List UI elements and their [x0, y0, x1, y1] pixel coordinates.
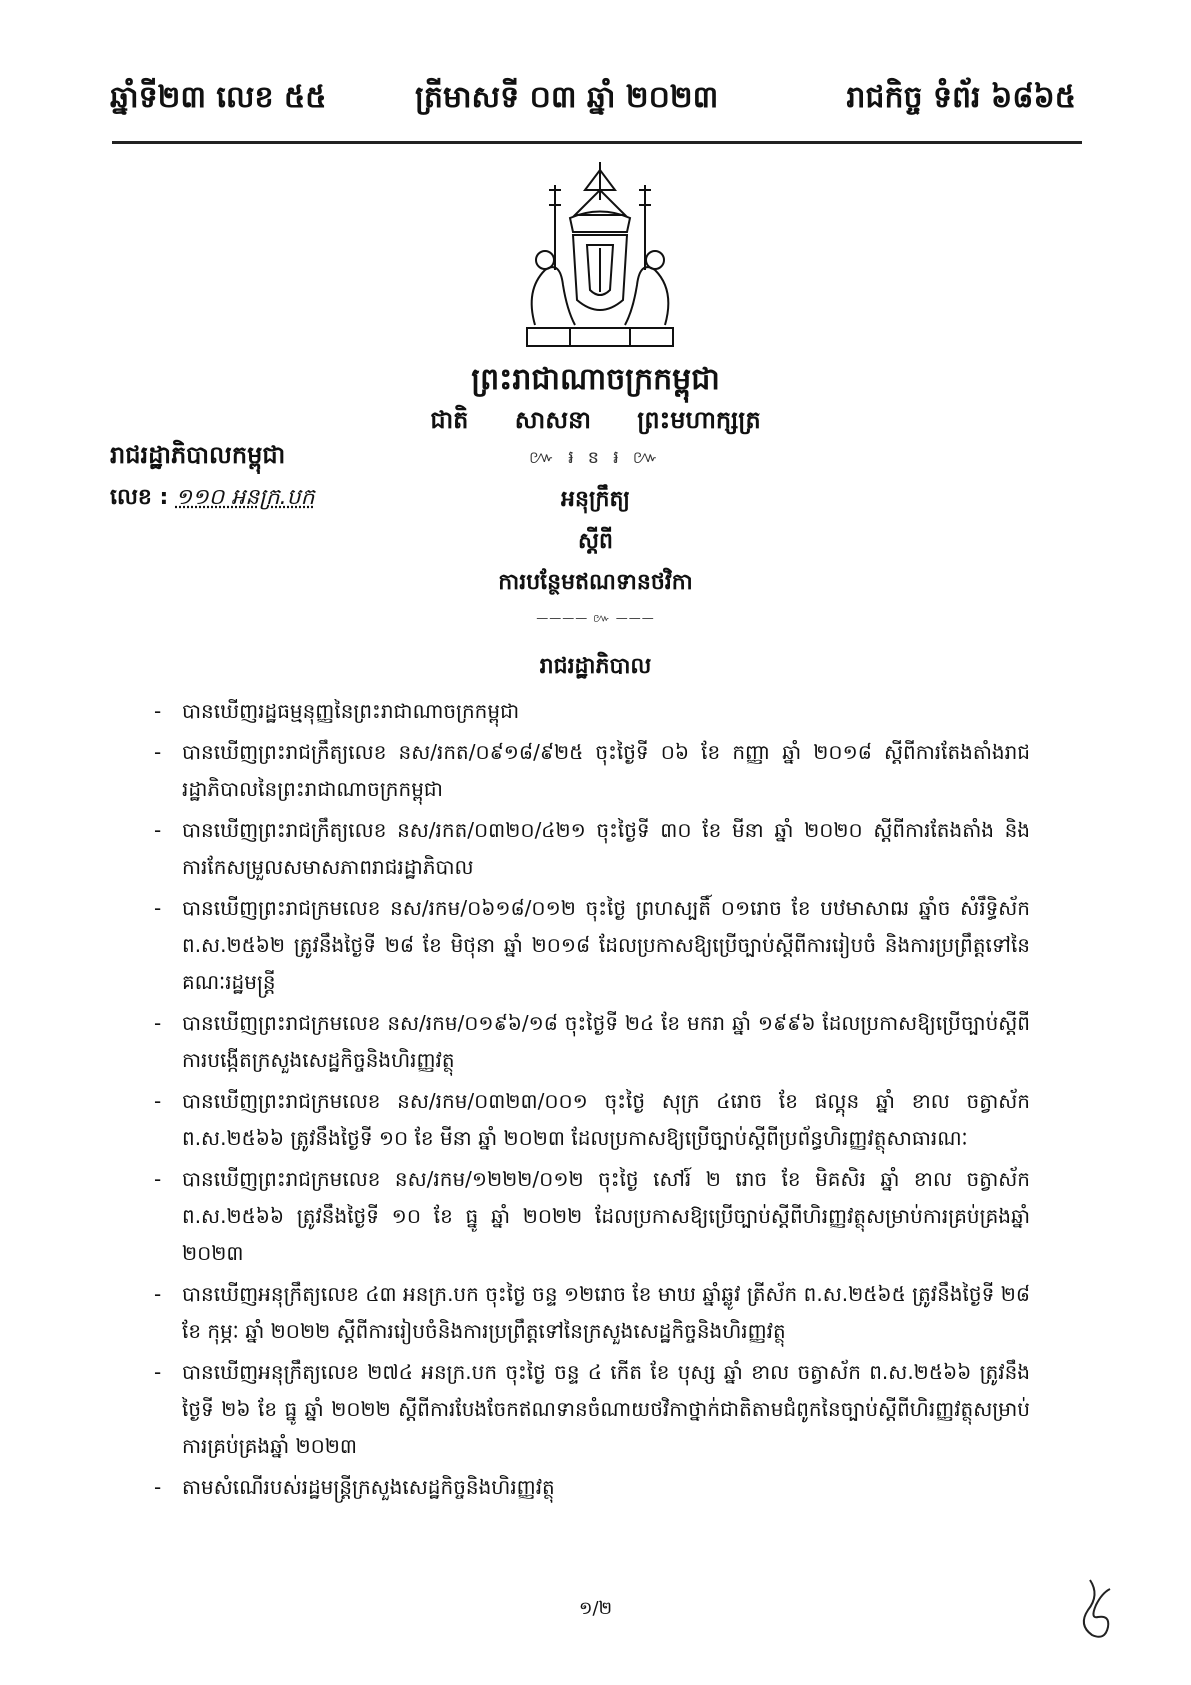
government-heading: រាជរដ្ឋាភិបាល — [539, 654, 652, 679]
document-type: អនុក្រឹត្យ — [561, 487, 630, 512]
handwritten-initial-icon — [1070, 1575, 1120, 1645]
header-quarter: ត្រីមាសទី ០៣ ឆ្នាំ ២០២៣ — [415, 80, 719, 115]
preamble-item: - បានឃើញព្រះរាជក្រឹត្យលេខ នស/រកត/០៩១៨/៩២៥ ចុះថ្ងៃទី ០៦ ខែ កញ្ញា ឆ្នាំ ២០១៨ ស្តីពីការតែងតាំងរាជរដ្ឋាភិបាលនៃព្រះរាជាណាចក្រកម្ពុជា — [150, 734, 1030, 808]
number-label: លេខ : — [110, 485, 169, 510]
section-divider: ———— ៚ ——— — [536, 611, 655, 625]
page-number: ១/២ — [578, 1598, 613, 1619]
number-value: ១១០ អនក្រ.បក — [175, 485, 315, 510]
preamble-item: - បានឃើញព្រះរាជក្រឹត្យលេខ នស/រកត/០៣២០/៤២១ ចុះថ្ងៃទី ៣០ ខែ មីនា ឆ្នាំ ២០២០ ស្តីពីការតែងតាំង និងការកែសម្រួលសមាសភាពរាជរដ្ឋាភិបាល — [150, 812, 1030, 886]
preamble-item: - បានឃើញព្រះរាជក្រមលេខ នស/រកម/១២២២/០១២ ចុះថ្ងៃ សៅរ៍ ២ រោច ខែ មិគសិរ ឆ្នាំ ខាល ចត្វាស័ក ព.ស.២៥៦៦ ត្រូវនឹងថ្ងៃទី ១០ ខែ ធ្នូ ឆ្នាំ ២០២២ ដែលប្រកាសឱ្យប្រើច្បាប់ស្តីពីហិរញ្ញវត្ថុសម្រាប់ការគ្រប់គ្រងឆ្នាំ ២០២៣ — [150, 1161, 1030, 1272]
header-page: រាជកិច្ច ទំព័រ ៦៨៦៥ — [846, 80, 1076, 115]
preamble-item: - បានឃើញរដ្ឋធម្មនុញ្ញនៃព្រះរាជាណាចក្រកម្ពុជា — [150, 693, 1030, 730]
preamble-item: - បានឃើញព្រះរាជក្រមលេខ នស/រកម/០៦១៨/០១២ ចុះថ្ងៃ ព្រហស្បតិ៍ ០១រោច ខែ បឋមាសាឍ ឆ្នាំច សំរឹទ្ធិស័ក ព.ស.២៥៦២ ត្រូវនឹងថ្ងៃទី ២៨ ខែ មិថុនា ឆ្នាំ ២០១៨ ដែលប្រកាសឱ្យប្រើច្បាប់ស្តីពីការរៀបចំ និងការប្រព្រឹត្តទៅនៃគណៈរដ្ឋមន្ត្រី — [150, 890, 1030, 1001]
kingdom-name: ព្រះរាជាណាចក្រកម្ពុជា — [471, 362, 720, 397]
national-motto: ជាតិ សាសនា ព្រះមហាក្សត្រ — [430, 406, 761, 434]
preamble-item: - បានឃើញព្រះរាជក្រមលេខ នស/រកម/០១៩៦/១៨ ចុះថ្ងៃទី ២៤ ខែ មករា ឆ្នាំ ១៩៩៦ ដែលប្រកាសឱ្យប្រើច្បាប់ស្តីពីការបង្កើតក្រសួងសេដ្ឋកិច្ចនិងហិរញ្ញវត្ថុ — [150, 1005, 1030, 1079]
issuer-name: រាជរដ្ឋាភិបាលកម្ពុជា — [110, 441, 286, 469]
preamble-item: - តាមសំណើរបស់រដ្ឋមន្ត្រីក្រសួងសេដ្ឋកិច្ចនិងហិរញ្ញវត្ថុ — [150, 1469, 1030, 1506]
preamble-item: - បានឃើញអនុក្រឹត្យលេខ ២៧៤ អនក្រ.បក ចុះថ្ងៃ ចន្ទ ៤ កើត ខែ បុស្ស ឆ្នាំ ខាល ចត្វាស័ក ព.ស.២៥៦៦ ត្រូវនឹងថ្ងៃទី ២៦ ខែ ធ្នូ ឆ្នាំ ២០២២ ស្តីពីការបែងចែកឥណទានចំណាយថវិកាថ្នាក់ជាតិតាមជំពូកនៃច្បាប់ស្តីពីហិរញ្ញវត្ថុសម្រាប់ការគ្រប់គ្រងឆ្នាំ ២០២៣ — [150, 1354, 1030, 1465]
royal-coat-of-arms-icon — [515, 160, 685, 350]
header-rule — [112, 141, 1082, 144]
preamble-list — [150, 693, 1030, 1510]
document-about: ស្តីពី — [578, 529, 613, 554]
preamble-item: - បានឃើញអនុក្រឹត្យលេខ ៤៣ អនក្រ.បក ចុះថ្ងៃ ចន្ទ ១២រោច ខែ មាឃ ឆ្នាំឆ្លូវ ត្រីស័ក ព.ស.២៥៦៥ ត្រូវនឹងថ្ងៃទី ២៨ ខែ កុម្ភៈ ឆ្នាំ ២០២២ ស្តីពីការរៀបចំនិងការប្រព្រឹត្តទៅនៃក្រសួងសេដ្ឋកិច្ចនិងហិរញ្ញវត្ថុ — [150, 1276, 1030, 1350]
document-subject: ការបន្ថែមឥណទានថវិកា — [498, 570, 693, 595]
title-ornament: ៚ ៛ ៜ ៛ ៚ — [528, 447, 663, 468]
preamble-item: - បានឃើញព្រះរាជក្រមលេខ នស/រកម/០៣២៣/០០១ ចុះថ្ងៃ សុក្រ ៤រោច ខែ ផល្គុន ឆ្នាំ ខាល ចត្វាស័ក ព.ស.២៥៦៦ ត្រូវនឹងថ្ងៃទី ១០ ខែ មីនា ឆ្នាំ ២០២៣ ដែលប្រកាសឱ្យប្រើច្បាប់ស្តីពីប្រព័ន្ធហិរញ្ញវត្ថុសាធារណៈ — [150, 1083, 1030, 1157]
header-issue: ឆ្នាំទី២៣ លេខ ៥៥ — [110, 80, 327, 115]
